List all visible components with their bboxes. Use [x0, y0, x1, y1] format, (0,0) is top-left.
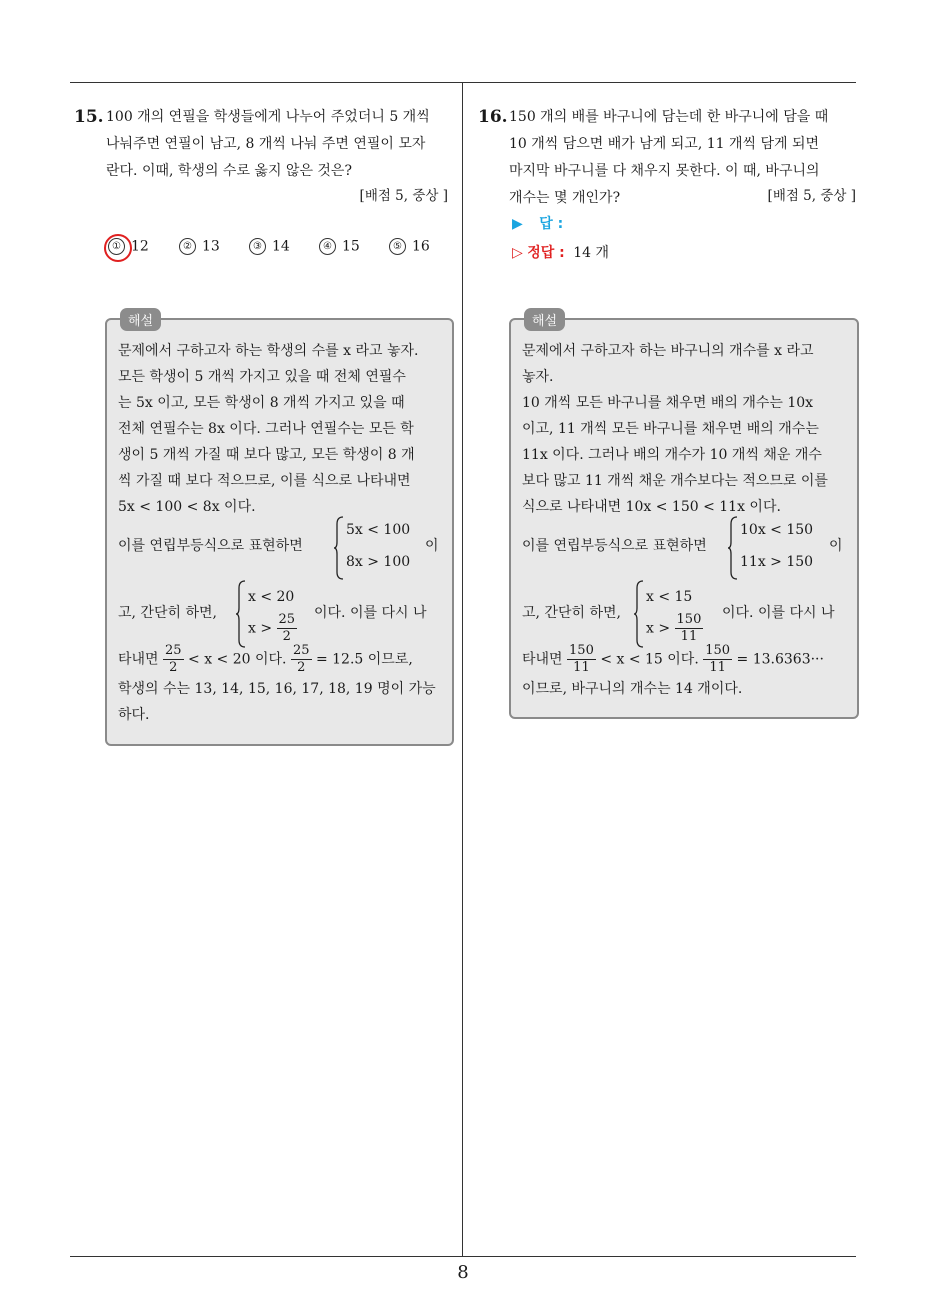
fraction	[291, 643, 312, 676]
left-brace-icon	[727, 516, 739, 584]
q15-system2-prefix: 고, 간단히 하면,	[118, 605, 217, 621]
fraction	[567, 643, 596, 676]
solution-line: 이므로, 바구니의 개수는 14 개이다.	[522, 681, 743, 697]
q16-system2-a: x < 15	[646, 589, 693, 605]
choice-mark: ⑤	[389, 238, 406, 255]
range-prefix: 타내면	[522, 651, 563, 668]
solution-line: 학생의 수는 13, 14, 15, 16, 17, 18, 19 명이 가능	[118, 681, 436, 697]
q15-line: 100 개의 연필을 학생들에게 나누어 주었더니 5 개씩	[106, 109, 430, 125]
q15-line: 나눠주면 연필이 남고, 8 개씩 나눠 주면 연필이 모자	[106, 136, 426, 152]
q15-choice-2[interactable]	[179, 238, 220, 255]
q15-range-line	[118, 643, 413, 676]
q16-system1-prefix: 이를 연립부등식으로 표현하면	[522, 538, 707, 554]
solution-line: 10 개씩 모든 바구니를 채우면 배의 개수는 10x	[522, 395, 814, 411]
choice-value: 15	[342, 238, 360, 255]
q16-score: [배점 5, 중상 ]	[767, 188, 856, 204]
range-prefix: 타내면	[118, 651, 159, 668]
q15-solution-tag: 해설	[120, 308, 161, 331]
q15-system1-suffix: 이	[425, 538, 439, 554]
outline-triangle-icon: ▷	[512, 245, 523, 261]
solution-line: 문제에서 구하고자 하는 바구니의 개수를 x 라고	[522, 343, 814, 359]
fraction	[163, 643, 184, 676]
solution-line: 보다 많고 11 개씩 채운 개수보다는 적으므로 이를	[522, 473, 828, 489]
choice-value: 14	[272, 238, 290, 255]
solution-line: 문제에서 구하고자 하는 학생의 수를 x 라고 놓자.	[118, 343, 419, 359]
fraction-denominator: 2	[297, 660, 306, 675]
q15-system2-a: x < 20	[248, 589, 295, 605]
fraction-denominator: 2	[169, 660, 178, 675]
fraction-denominator: 11	[709, 660, 726, 675]
q16-answer-input-row[interactable]	[512, 213, 563, 233]
q16-system1-b: 11x > 150	[740, 554, 814, 570]
q16-solution-tag: 해설	[524, 308, 565, 331]
inequality-prefix: x >	[248, 620, 273, 637]
column-divider	[462, 82, 463, 1257]
fraction-numerator: 150	[705, 643, 731, 658]
range-middle: < x < 20 이다.	[188, 651, 287, 668]
solution-line: 하다.	[118, 707, 150, 723]
solution-line: 씩 가질 때 보다 적으므로, 이를 식으로 나타내면	[118, 473, 411, 489]
q15-choice-1[interactable]	[108, 238, 149, 255]
q16-line: 마지막 바구니를 다 채우지 못한다. 이 때, 바구니의	[509, 163, 820, 179]
q15-choice-3[interactable]	[249, 238, 290, 255]
fraction-numerator: 150	[569, 643, 594, 658]
q15-number: 15.	[74, 107, 104, 127]
solution-line: 5x < 100 < 8x 이다.	[118, 499, 256, 515]
solution-line: 생이 5 개씩 가질 때 보다 많고, 모든 학생이 8 개	[118, 447, 415, 463]
page-number: 8	[457, 1262, 469, 1283]
inequality-prefix: x >	[646, 620, 671, 637]
q16-system2-prefix: 고, 간단히 하면,	[522, 605, 621, 621]
choice-mark: ①	[108, 238, 125, 255]
solution-line: 이고, 11 개씩 모든 바구니를 채우면 배의 개수는	[522, 421, 819, 437]
q16-number: 16.	[478, 107, 508, 127]
solution-line: 모든 학생이 5 개씩 가지고 있을 때 전체 연필수	[118, 369, 406, 385]
q15-score: [배점 5, 중상 ]	[359, 188, 448, 204]
choice-value: 12	[131, 238, 149, 255]
q16-system1-suffix: 이	[829, 538, 843, 554]
correct-value: 14 개	[573, 245, 610, 261]
fraction-denominator: 11	[680, 629, 698, 644]
fraction-numerator: 25	[292, 643, 310, 658]
q16-solution-end	[522, 676, 742, 702]
q16-line: 10 개씩 담으면 배가 남게 되고, 11 개씩 담게 되면	[509, 136, 820, 152]
range-middle: < x < 15 이다.	[600, 651, 699, 668]
solution-line: 식으로 나타내면 10x < 150 < 11x 이다.	[522, 499, 781, 515]
q16-system1-a: 10x < 150	[740, 522, 814, 538]
choice-value: 16	[412, 238, 430, 255]
q15-solution-end	[118, 676, 436, 728]
q15-choice-5[interactable]	[389, 238, 430, 255]
fraction-numerator: 150	[676, 612, 702, 627]
range-suffix: = 12.5 이므로,	[315, 651, 413, 668]
bottom-rule	[70, 1256, 856, 1257]
q15-line: 란다. 이때, 학생의 수로 옳지 않은 것은?	[106, 163, 352, 179]
q15-solution-text	[118, 338, 418, 520]
q15-text	[106, 104, 451, 185]
q16-line: 개수는 몇 개인가?	[509, 190, 621, 206]
fraction-denominator: 2	[282, 629, 291, 644]
q16-correct-answer	[512, 242, 609, 262]
q16-solution-text	[522, 338, 828, 520]
fraction-numerator: 25	[165, 643, 182, 658]
answer-label: 답 :	[539, 216, 564, 232]
fraction	[675, 612, 704, 645]
q16-system2-b	[646, 612, 703, 645]
fraction-numerator: 25	[278, 612, 296, 627]
q15-choice-4[interactable]	[319, 238, 360, 255]
choice-value: 13	[202, 238, 220, 255]
q15-system2-suffix: 이다. 이를 다시 나	[314, 605, 427, 621]
top-rule	[70, 82, 856, 83]
choice-mark: ④	[319, 238, 336, 255]
solution-line: 11x 이다. 그러나 배의 개수가 10 개씩 채운 개수	[522, 447, 822, 463]
choice-mark: ②	[179, 238, 196, 255]
solution-line: 놓자.	[522, 369, 554, 385]
solution-line: 는 5x 이고, 모든 학생이 8 개씩 가지고 있을 때	[118, 395, 405, 411]
fraction-denominator: 11	[573, 660, 590, 675]
q16-system2-suffix: 이다. 이를 다시 나	[722, 605, 835, 621]
solution-line: 전체 연필수는 8x 이다. 그러나 연필수는 모든 학	[118, 421, 414, 437]
correct-label: 정답 :	[527, 245, 565, 261]
q15-system2-b	[248, 612, 297, 645]
choice-mark: ③	[249, 238, 266, 255]
q16-line: 150 개의 배를 바구니에 담는데 한 바구니에 담을 때	[509, 109, 829, 125]
play-triangle-icon: ▶	[512, 216, 523, 232]
left-brace-icon	[633, 580, 645, 652]
left-brace-icon	[333, 516, 345, 584]
fraction	[277, 612, 298, 645]
q15-system1-b: 8x > 100	[346, 554, 411, 570]
left-brace-icon	[235, 580, 247, 652]
fraction	[703, 643, 732, 676]
q16-range-line	[522, 643, 824, 676]
range-suffix: = 13.6363···	[736, 651, 824, 668]
q15-system1-a: 5x < 100	[346, 522, 411, 538]
q15-system1-prefix: 이를 연립부등식으로 표현하면	[118, 538, 303, 554]
